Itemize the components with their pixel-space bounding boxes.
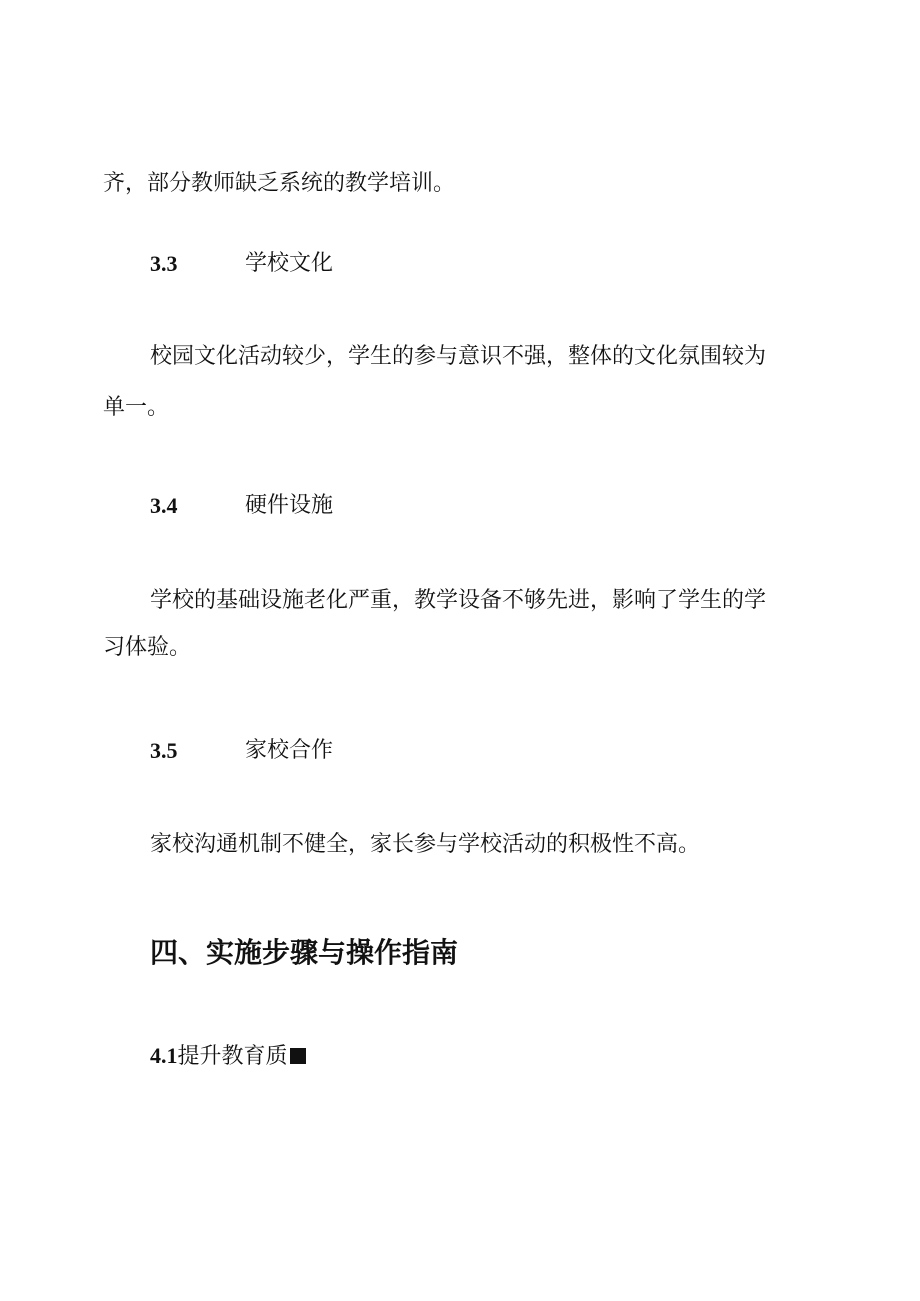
subheading-4-1 xyxy=(150,1042,306,1071)
section-body-3-5-line1: 家校沟通机制不健全，家长参与学校活动的积极性不高。 xyxy=(150,832,701,857)
section-title-3-3: 学校文化 xyxy=(245,251,334,276)
section-title-3-5: 家校合作 xyxy=(245,738,334,763)
section-body-3-4-line2: 习体验。 xyxy=(103,635,192,660)
subheading-number: 4.1 xyxy=(150,1043,178,1068)
section-number-3-5: 3.5 xyxy=(150,738,178,763)
section-number-3-4: 3.4 xyxy=(150,493,178,518)
chapter-heading: 四、实施步骤与操作指南 xyxy=(150,936,459,969)
section-body-3-3-line1: 校园文化活动较少，学生的参与意识不强，整体的文化氛围较为 xyxy=(150,344,767,369)
missing-glyph-box-icon xyxy=(290,1048,306,1064)
section-body-3-4-line1: 学校的基础设施老化严重，教学设备不够先进，影响了学生的学 xyxy=(150,588,767,613)
paragraph-continuation: 齐，部分教师缺乏系统的教学培训。 xyxy=(103,171,456,196)
subheading-title: 提升教育质 xyxy=(177,1044,288,1069)
section-number-3-3: 3.3 xyxy=(150,251,178,276)
section-body-3-3-line2: 单一。 xyxy=(103,395,170,420)
section-title-3-4: 硬件设施 xyxy=(245,493,334,518)
